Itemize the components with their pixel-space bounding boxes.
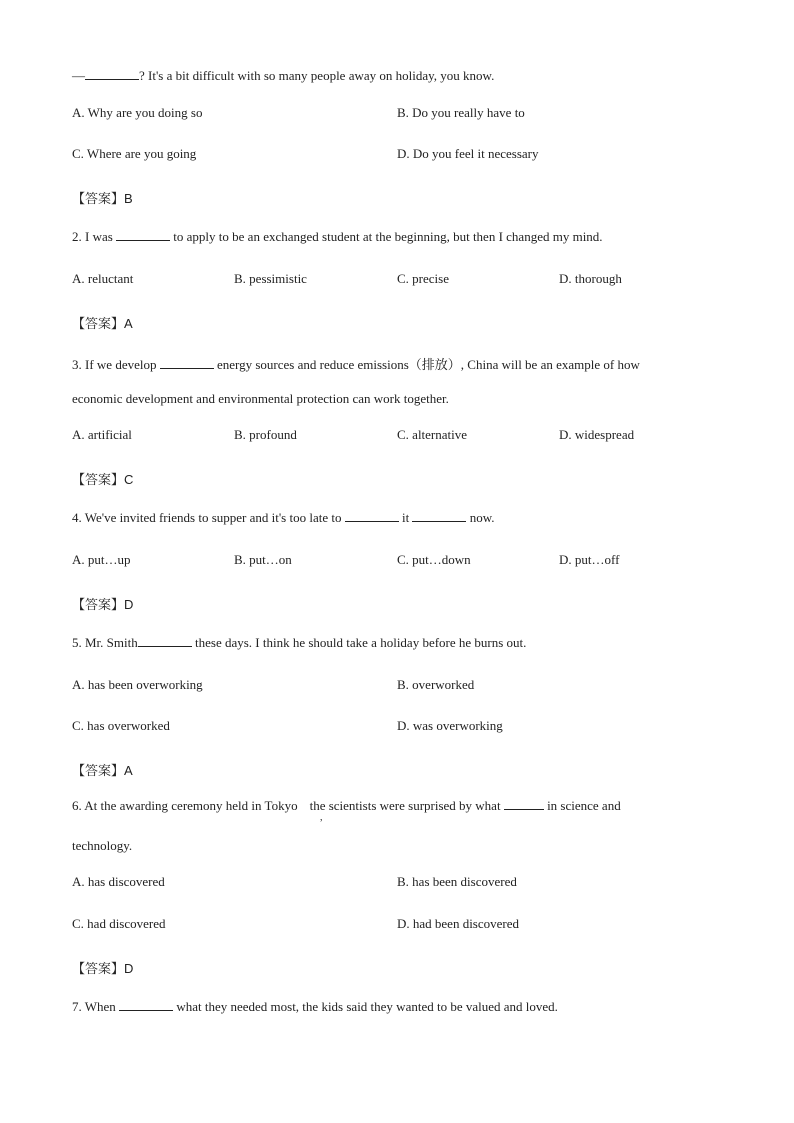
q6-option-b: B. has been discovered: [397, 874, 517, 889]
q5-answer-tag: 【答案】: [72, 764, 125, 779]
q5-answer-value: A: [124, 763, 133, 778]
q6-stem-c: in science and: [547, 798, 621, 813]
q6-comma-mark: ,: [320, 812, 323, 823]
q1-option-b: B. Do you really have to: [397, 105, 525, 120]
q4-blank-1: [345, 511, 399, 522]
q6-stem-b: the scientists were surprised by what: [309, 798, 501, 813]
q3-answer-value: C: [124, 472, 134, 487]
q1-stem-rest: ? It's a bit difficult with so many people away on holiday, you know.: [139, 68, 495, 83]
q6-stem-a: 6. At the awarding ceremony held in Tokyo: [72, 798, 298, 813]
q2-blank: [116, 230, 170, 241]
q3-blank: [160, 358, 214, 369]
q3-answer: [72, 469, 133, 488]
q4-stem-c: now.: [469, 510, 495, 525]
q4-answer: [72, 594, 133, 613]
q2-option-a: A. reluctant: [72, 271, 134, 286]
q6-answer-value: D: [124, 961, 134, 976]
q4-option-c: C. put…down: [397, 552, 471, 567]
q5-stem: [72, 635, 526, 651]
q1-option-a: A. Why are you doing so: [72, 105, 203, 120]
q4-stem: [72, 510, 495, 526]
q4-blank-2: [412, 511, 466, 522]
q6-stem: [72, 798, 621, 814]
q3-option-b: B. profound: [234, 427, 297, 442]
q5-option-c: C. has overworked: [72, 718, 170, 733]
q6-stem-line2: technology.: [72, 838, 133, 853]
q1-stem: [72, 68, 494, 84]
q4-stem-a: 4. We've invited friends to supper and it's too late to: [72, 510, 342, 525]
q6-answer-tag: 【答案】: [72, 962, 125, 977]
q4-answer-value: D: [124, 597, 134, 612]
q1-blank: [85, 69, 139, 80]
q4-option-a: A. put…up: [72, 552, 131, 567]
q4-option-b: B. put…on: [234, 552, 292, 567]
q6-answer: [72, 958, 133, 977]
q6-option-d: D. had been discovered: [397, 916, 520, 931]
q6-option-a: A. has discovered: [72, 874, 165, 889]
q7-stem: [72, 999, 558, 1015]
q5-blank: [138, 636, 192, 647]
q5-option-a: A. has been overworking: [72, 677, 203, 692]
q3-stem: [72, 354, 640, 373]
q4-stem-b: it: [401, 510, 410, 525]
q2-stem-b: to apply to be an exchanged student at the beginning, but then I changed my mind.: [173, 229, 603, 244]
q3-option-a: A. artificial: [72, 427, 132, 442]
q2-option-c: C. precise: [397, 271, 449, 286]
q4-answer-tag: 【答案】: [72, 598, 125, 613]
q5-stem-b: these days. I think he should take a holiday before he burns out.: [195, 635, 527, 650]
q1-answer-tag: 【答案】: [72, 192, 125, 207]
q5-stem-a: 5. Mr. Smith: [72, 635, 138, 650]
q2-stem: [72, 229, 603, 245]
q2-answer: [72, 313, 133, 332]
q2-option-b: B. pessimistic: [234, 271, 307, 286]
q3-option-c: C. alternative: [397, 427, 468, 442]
q1-answer-value: B: [124, 191, 133, 206]
q1-stem-prefix: —: [72, 68, 85, 83]
q5-answer: [72, 760, 133, 779]
q2-answer-value: A: [124, 316, 133, 331]
q3-answer-tag: 【答案】: [72, 473, 125, 488]
q6-blank: [504, 799, 544, 810]
q1-option-c: C. Where are you going: [72, 146, 197, 161]
q7-stem-b: what they needed most, the kids said they wanted to be valued and loved.: [176, 999, 558, 1014]
q1-option-d: D. Do you feel it necessary: [397, 146, 539, 161]
q3-stem-b: energy sources and reduce emissions（排放）, China will be an example of how: [216, 357, 640, 372]
q3-stem-a: 3. If we develop: [72, 357, 157, 372]
q7-stem-a: 7. When: [72, 999, 116, 1014]
q1-answer: [72, 188, 133, 207]
q5-option-d: D. was overworking: [397, 718, 503, 733]
q3-option-d: D. widespread: [559, 427, 635, 442]
q6-option-c: C. had discovered: [72, 916, 166, 931]
q2-answer-tag: 【答案】: [72, 317, 125, 332]
q4-option-d: D. put…off: [559, 552, 620, 567]
q2-option-d: D. thorough: [559, 271, 622, 286]
q5-option-b: B. overworked: [397, 677, 475, 692]
q3-stem-line2: economic development and environmental protection can work together.: [72, 391, 449, 406]
q7-blank: [119, 1000, 173, 1011]
q2-stem-a: 2. I was: [72, 229, 113, 244]
